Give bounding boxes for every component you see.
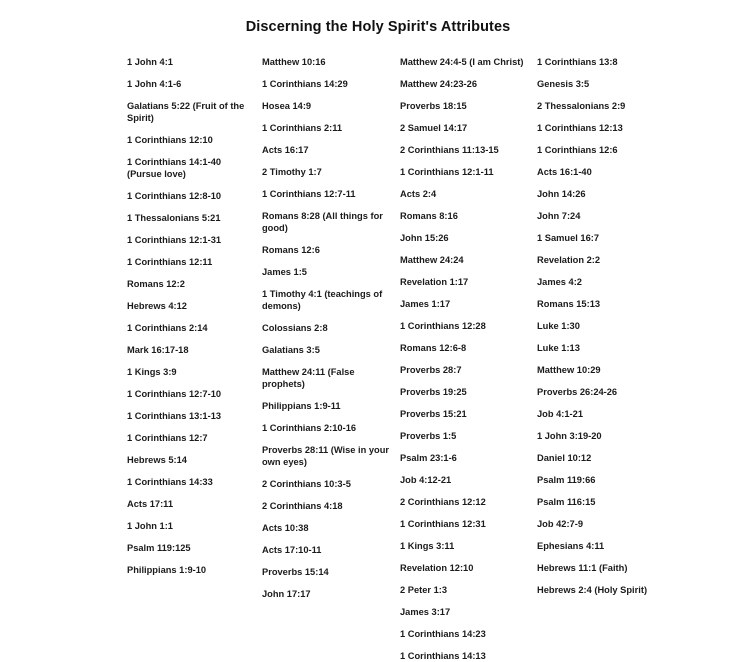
scripture-reference: Galatians 3:5: [262, 345, 320, 355]
scripture-reference: Psalm 119:66: [537, 475, 596, 485]
scripture-reference: Revelation 2:2: [537, 255, 601, 265]
scripture-reference: Hosea 14:9: [262, 101, 312, 111]
scripture-reference: Romans 12:6: [262, 245, 320, 255]
scripture-reference: 2 Thessalonians 2:9: [537, 101, 626, 111]
scripture-reference: Romans 15:13: [537, 299, 601, 309]
scripture-reference: Proverbs 15:14: [262, 567, 329, 577]
scripture-reference: 1 Timothy 4:1 (teachings of demons): [262, 289, 383, 311]
scripture-reference: 2 Corinthians 10:3-5: [262, 479, 351, 489]
scripture-reference: Revelation 12:10: [400, 563, 474, 573]
scripture-reference: Matthew 24:23-26: [400, 79, 477, 89]
scripture-reference: Matthew 24:11 (False prophets): [262, 367, 355, 389]
scripture-reference: 2 Timothy 1:7: [262, 167, 322, 177]
scripture-reference: Acts 2:4: [400, 189, 437, 199]
scripture-reference-columns: [0, 56, 756, 661]
scripture-reference: 1 Kings 3:9: [127, 367, 177, 377]
scripture-reference: 1 Corinthians 12:7: [127, 433, 208, 443]
scripture-reference: Romans 12:2: [127, 279, 185, 289]
scripture-reference: 2 Corinthians 11:13-15: [400, 145, 499, 155]
scripture-reference: 1 Corinthians 12:7-10: [127, 389, 222, 399]
scripture-reference: 1 Corinthians 12:31: [400, 519, 486, 529]
scripture-reference: 1 Corinthians 12:10: [127, 135, 213, 145]
scripture-reference: 1 Corinthians 2:11: [262, 123, 343, 133]
scripture-reference: 1 Corinthians 12:11: [127, 257, 213, 267]
reference-column-3: [400, 56, 528, 662]
scripture-reference: 1 John 3:19-20: [537, 431, 602, 441]
scripture-reference: 2 Corinthians 4:18: [262, 501, 343, 511]
scripture-reference: 1 Kings 3:11: [400, 541, 455, 551]
scripture-reference: 1 John 4:1-6: [127, 79, 182, 89]
scripture-reference: Proverbs 1:5: [400, 431, 457, 441]
scripture-reference: Genesis 3:5: [537, 79, 590, 89]
scripture-reference: Proverbs 19:25: [400, 387, 467, 397]
scripture-reference: Acts 16:1-40: [537, 167, 592, 177]
scripture-reference: Revelation 1:17: [400, 277, 469, 287]
scripture-reference: Proverbs 28:11 (Wise in your own eyes): [262, 445, 390, 467]
scripture-reference: 1 Corinthians 13:1-13: [127, 411, 222, 421]
scripture-reference: Matthew 10:16: [262, 57, 326, 67]
scripture-reference: Job 4:1-21: [537, 409, 583, 419]
scripture-reference: Psalm 119:125: [127, 543, 191, 553]
scripture-reference: 1 Corinthians 13:8: [537, 57, 618, 67]
scripture-reference: Acts 17:11: [127, 499, 173, 509]
scripture-reference: Luke 1:30: [537, 321, 580, 331]
scripture-reference: John 7:24: [537, 211, 581, 221]
scripture-reference: John 17:17: [262, 589, 311, 599]
scripture-reference: 1 Corinthians 12:1-31: [127, 235, 222, 245]
scripture-reference: Romans 8:28 (All things for good): [262, 211, 383, 233]
scripture-reference: James 1:17: [400, 299, 451, 309]
scripture-reference: 2 Samuel 14:17: [400, 123, 468, 133]
scripture-reference: Hebrews 11:1 (Faith): [537, 563, 628, 573]
scripture-reference: Romans 8:16: [400, 211, 458, 221]
scripture-reference: Acts 17:10-11: [262, 545, 322, 555]
scripture-reference: 1 Corinthians 12:13: [537, 123, 623, 133]
scripture-reference: 1 Corinthians 12:8-10: [127, 191, 222, 201]
scripture-reference: Ephesians 4:11: [537, 541, 605, 551]
scripture-reference: Philippians 1:9-10: [127, 565, 207, 575]
scripture-reference: Job 4:12-21: [400, 475, 452, 485]
scripture-reference: Psalm 116:15: [537, 497, 596, 507]
scripture-reference: Proverbs 28:7: [400, 365, 462, 375]
scripture-reference: James 4:2: [537, 277, 582, 287]
scripture-reference: 2 Corinthians 12:12: [400, 497, 486, 507]
scripture-reference: Galatians 5:22 (Fruit of the Spirit): [127, 101, 245, 123]
scripture-reference: Hebrews 5:14: [127, 455, 187, 465]
scripture-reference: 1 John 1:1: [127, 521, 173, 531]
scripture-reference: John 15:26: [400, 233, 449, 243]
scripture-reference: Mark 16:17-18: [127, 345, 189, 355]
scripture-reference: 1 Corinthians 14:33: [127, 477, 213, 487]
scripture-reference: 1 Corinthians 12:1-11: [400, 167, 494, 177]
scripture-reference: Romans 12:6-8: [400, 343, 467, 353]
scripture-reference: 1 Corinthians 2:10-16: [262, 423, 357, 433]
scripture-reference: Acts 10:38: [262, 523, 309, 533]
scripture-reference: Job 42:7-9: [537, 519, 583, 529]
scripture-reference: 1 Thessalonians 5:21: [127, 213, 221, 223]
scripture-reference: Luke 1:13: [537, 343, 580, 353]
reference-column-4: [537, 56, 672, 596]
scripture-reference: Philippians 1:9-11: [262, 401, 341, 411]
scripture-reference: 1 Corinthians 14:1-40 (Pursue love): [127, 157, 222, 179]
page-title: Discerning the Holy Spirit's Attributes: [245, 19, 511, 35]
scripture-reference: Acts 16:17: [262, 145, 309, 155]
scripture-reference: 1 Corinthians 12:7-11: [262, 189, 356, 199]
scripture-reference: Daniel 10:12: [537, 453, 592, 463]
scripture-reference: Hebrews 2:4 (Holy Spirit): [537, 585, 648, 595]
scripture-reference: Proverbs 15:21: [400, 409, 467, 419]
scripture-reference: 1 Corinthians 14:13: [400, 651, 486, 661]
scripture-reference: Matthew 10:29: [537, 365, 601, 375]
reference-column-2: [262, 56, 390, 600]
scripture-reference: James 1:5: [262, 267, 307, 277]
scripture-reference: 1 Corinthians 14:23: [400, 629, 486, 639]
scripture-reference: Matthew 24:24: [400, 255, 464, 265]
scripture-reference: Colossians 2:8: [262, 323, 328, 333]
scripture-reference: Psalm 23:1-6: [400, 453, 457, 463]
scripture-reference: Hebrews 4:12: [127, 301, 187, 311]
scripture-reference: 2 Peter 1:3: [400, 585, 448, 595]
scripture-reference: Proverbs 26:24-26: [537, 387, 618, 397]
scripture-reference: 1 Corinthians 14:29: [262, 79, 348, 89]
scripture-reference: James 3:17: [400, 607, 451, 617]
reference-column-1: [127, 56, 245, 576]
scripture-reference: 1 Samuel 16:7: [537, 233, 600, 243]
scripture-reference: 1 John 4:1: [127, 57, 173, 67]
scripture-reference: John 14:26: [537, 189, 586, 199]
scripture-reference: Proverbs 18:15: [400, 101, 467, 111]
scripture-reference: 1 Corinthians 2:14: [127, 323, 208, 333]
scripture-reference: Matthew 24:4-5 (I am Christ): [400, 57, 524, 67]
scripture-reference: 1 Corinthians 12:6: [537, 145, 618, 155]
scripture-reference: 1 Corinthians 12:28: [400, 321, 486, 331]
